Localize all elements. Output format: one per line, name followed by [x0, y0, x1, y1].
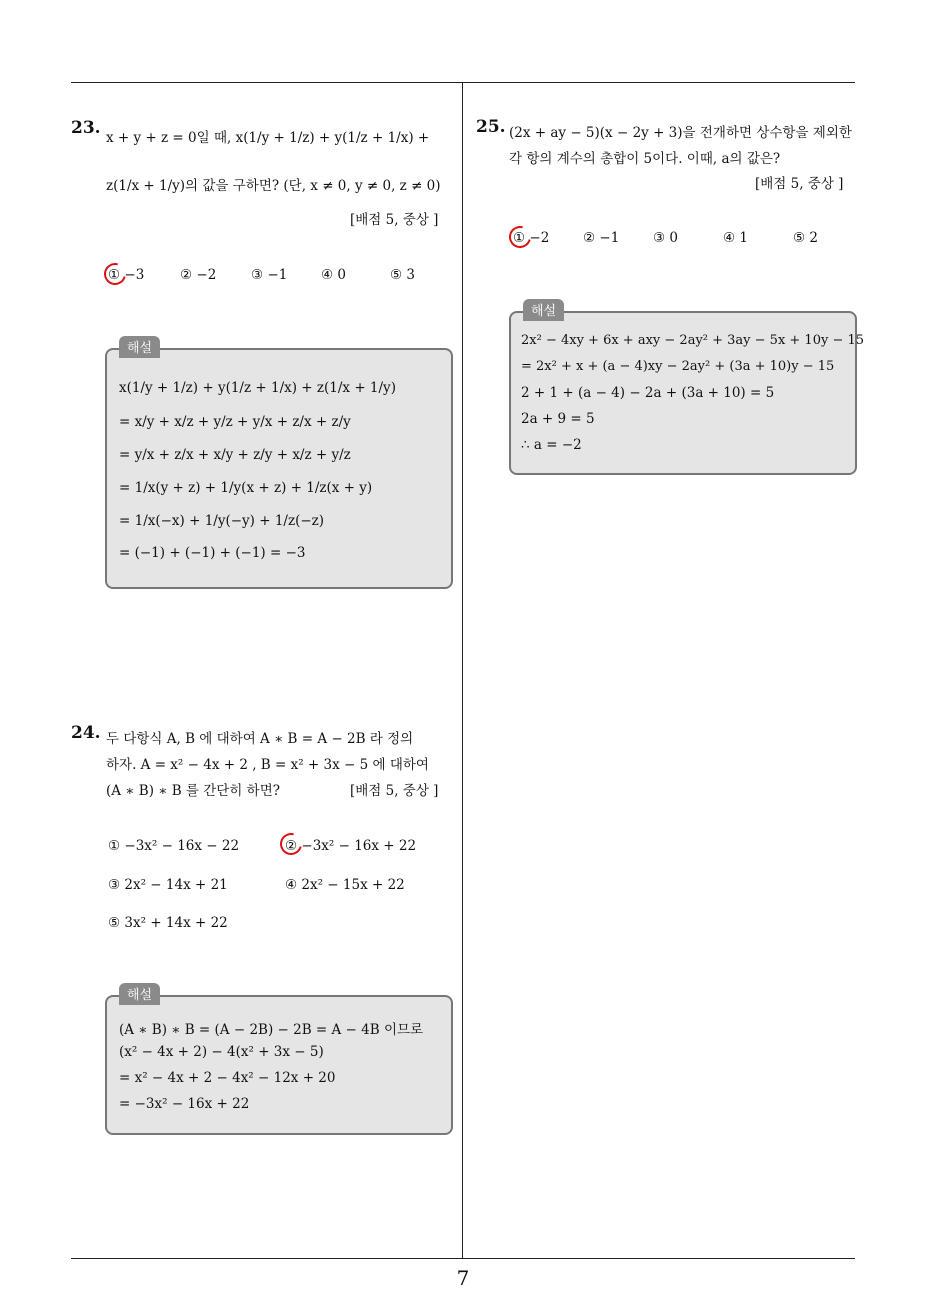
question-23-solution-line-1: x(1/y + 1/z) + y(1/z + 1/x) + z(1/x + 1/y): [119, 380, 396, 396]
question-24-solution-tag: 해설: [119, 983, 160, 1005]
question-23-solution-tag: 해설: [119, 336, 160, 358]
question-24-choice-1[interactable]: ① −3x² − 16x − 22: [108, 838, 240, 854]
question-25-solution-tag: 해설: [523, 299, 564, 321]
question-25-choice-5[interactable]: ⑤ 2: [793, 230, 818, 246]
question-23-choice-3[interactable]: ③ −1: [251, 267, 288, 283]
top-rule: [71, 82, 855, 83]
page-number: 7: [456, 1266, 470, 1290]
question-25-number: 25.: [476, 117, 506, 137]
question-24-solution-line-4: = −3x² − 16x + 22: [119, 1096, 250, 1112]
question-24-points: [배점 5, 중상 ]: [350, 783, 439, 799]
question-23-choice-1[interactable]: ① −3: [108, 267, 145, 283]
question-25-line-2: 각 항의 계수의 총합이 5이다. 이때, a의 값은?: [509, 151, 781, 167]
question-23-solution-line-5: = 1/x(−x) + 1/y(−y) + 1/z(−z): [119, 513, 325, 529]
question-24-line-3: (A ∗ B) ∗ B 를 간단히 하면?: [106, 783, 280, 799]
question-23-solution-line-6: = (−1) + (−1) + (−1) = −3: [119, 545, 306, 561]
question-23-choice-2[interactable]: ② −2: [180, 267, 217, 283]
question-24-choice-2[interactable]: ② −3x² − 16x + 22: [285, 838, 417, 854]
question-25-solution-line-5: ∴ a = −2: [521, 437, 582, 453]
question-23-number: 23.: [71, 118, 101, 138]
question-23-choice-4[interactable]: ④ 0: [321, 267, 346, 283]
question-25-line-1: (2x + ay − 5)(x − 2y + 3)을 전개하면 상수항을 제외한: [509, 125, 852, 141]
question-23-solution-line-2: = x/y + x/z + y/z + y/x + z/x + z/y: [119, 414, 351, 430]
question-25-points: [배점 5, 중상 ]: [755, 176, 844, 192]
question-24-choice-5[interactable]: ⑤ 3x² + 14x + 22: [108, 915, 228, 931]
question-23-line-2: z(1/x + 1/y)의 값을 구하면? (단, x ≠ 0, y ≠ 0, z ≠ 0): [106, 178, 441, 194]
question-25-solution-line-2: = 2x² + x + (a − 4)xy − 2ay² + (3a + 10)y − 15: [521, 359, 835, 374]
question-25-solution-line-3: 2 + 1 + (a − 4) − 2a + (3a + 10) = 5: [521, 385, 775, 401]
question-23-solution-line-3: = y/x + z/x + x/y + z/y + x/z + y/z: [119, 447, 351, 463]
bottom-rule: [71, 1258, 855, 1259]
question-24-choice-3[interactable]: ③ 2x² − 14x + 21: [108, 877, 228, 893]
question-24-solution-box: [105, 995, 453, 1135]
question-25-choice-1[interactable]: ① −2: [513, 230, 550, 246]
question-23-choice-5[interactable]: ⑤ 3: [390, 267, 415, 283]
question-25-choice-4[interactable]: ④ 1: [723, 230, 748, 246]
question-24-choice-4[interactable]: ④ 2x² − 15x + 22: [285, 877, 405, 893]
question-24-number: 24.: [71, 723, 101, 743]
question-24-solution-line-1: (A ∗ B) ∗ B = (A − 2B) − 2B = A − 4B 이므로: [119, 1022, 424, 1038]
question-23-solution-line-4: = 1/x(y + z) + 1/y(x + z) + 1/z(x + y): [119, 480, 373, 496]
question-24-line-2: 하자. A = x² − 4x + 2 , B = x² + 3x − 5 에 대하여: [106, 757, 429, 773]
question-23-line-1: x + y + z = 0일 때, x(1/y + 1/z) + y(1/z + 1/x) +: [106, 130, 430, 146]
question-25-solution-line-4: 2a + 9 = 5: [521, 411, 595, 427]
question-24-solution-line-2: (x² − 4x + 2) − 4(x² + 3x − 5): [119, 1044, 324, 1060]
question-23-points: [배점 5, 중상 ]: [350, 212, 439, 228]
column-divider: [462, 83, 463, 1259]
question-25-solution-line-1: 2x² − 4xy + 6x + axy − 2ay² + 3ay − 5x + 10y − 15: [521, 333, 865, 348]
question-24-solution-line-3: = x² − 4x + 2 − 4x² − 12x + 20: [119, 1070, 336, 1086]
question-25-choice-2[interactable]: ② −1: [583, 230, 620, 246]
question-25-choice-3[interactable]: ③ 0: [653, 230, 678, 246]
question-24-line-1: 두 다항식 A, B 에 대하여 A ∗ B = A − 2B 라 정의: [106, 731, 414, 747]
